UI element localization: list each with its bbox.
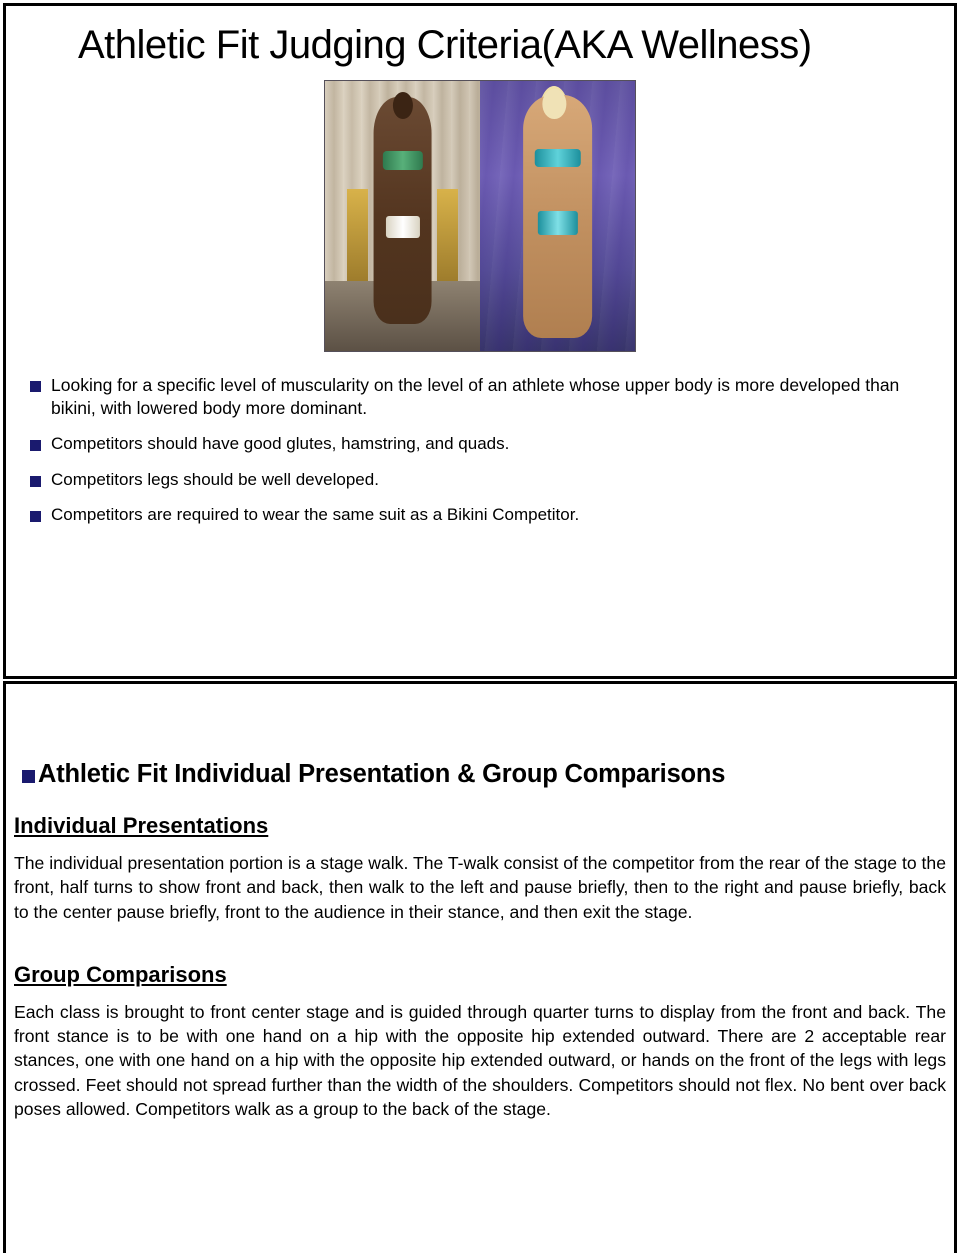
square-bullet-icon [22, 770, 35, 783]
square-bullet-icon [30, 381, 41, 392]
slide-individual-presentation-group-comparisons [3, 681, 957, 1253]
section-title [6, 684, 954, 789]
slide-athletic-fit-judging-criteria [3, 3, 957, 679]
competitor-suit-top [382, 151, 422, 170]
competitor-head [392, 92, 412, 119]
list-item-text: Looking for a specific level of muscularity on the level of an athlete whose upper body is more developed than bikini, with lowered body more dominant. [51, 375, 900, 419]
square-bullet-icon [30, 511, 41, 522]
competitor-suit-bottom [537, 211, 577, 235]
list-item [24, 433, 938, 455]
competitor-photo-right [480, 81, 635, 351]
list-item-text: Competitors legs should be well developed. [51, 469, 379, 489]
list-item-text: Competitors are required to wear the same suit as a Bikini Competitor. [51, 505, 580, 525]
criteria-bullet-list [6, 374, 954, 527]
section-title-text: Athletic Fit Individual Presentation & Group Comparisons [38, 760, 726, 788]
competitor-suit-bottom [385, 216, 419, 238]
heading-individual-presentations: Individual Presentations [14, 813, 269, 838]
competitor-figure [373, 97, 432, 324]
list-item [24, 374, 938, 420]
competitor-photo-pair [324, 80, 636, 352]
list-item-text: Competitors should have good glutes, hamstring, and quads. [51, 434, 510, 454]
competitor-head [543, 89, 566, 119]
paragraph-individual-presentations: The individual presentation portion is a stage walk. The T-walk consist of the competitor from the rear of the stage to the front, half turns to show front and back, then walk to the left and pause briefly, then to the right and pause briefly, back to the center pause briefly, front to the audience in their stance, and then exit the stage. [14, 853, 946, 922]
page-title: Athletic Fit Judging Criteria(AKA Wellness) [78, 23, 812, 67]
square-bullet-icon [30, 476, 41, 487]
competitor-photo-left [325, 81, 480, 351]
square-bullet-icon [30, 440, 41, 451]
list-item [24, 504, 938, 526]
competitor-suit-top [534, 149, 581, 168]
heading-group-comparisons: Group Comparisons [14, 961, 227, 987]
paragraph-group-comparisons: Each class is brought to front center stage and is guided through quarter turns to display from the front and back. The front stance is to be with one hand on a hip with the opposite hip extended outward. There are 2 acceptable rear stances, one with one hand on a hip with the opposite hip extended outward, or hands on the front of the legs with legs crossed. Feet should not spread further than the width of the shoulders. Competitors should not flex. No bent over back poses allowed. Competitors walk as a group to the back of the stage. [14, 1001, 946, 1119]
list-item [24, 469, 938, 491]
